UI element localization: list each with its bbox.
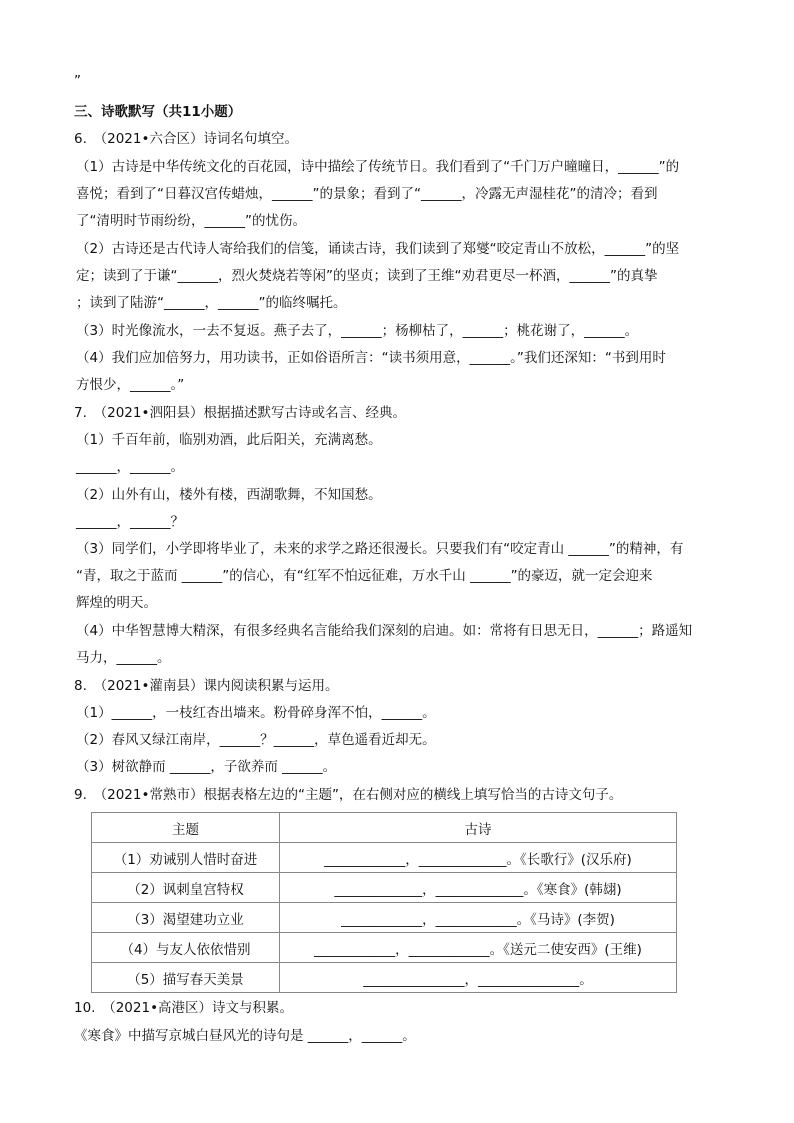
q7-heading: 7. （2021•泗阳县）根据描述默写古诗或名言、经典。 — [74, 405, 406, 421]
q7-line-8: （4）中华智慧博大精深，有很多经典名言能给我们深刻的启迪。如：常将有日思无日，______；路遥知 — [76, 623, 693, 639]
theme-cell: （4）与友人依依惜别 — [92, 933, 280, 963]
q7-line-5: （3）同学们，小学即将毕业了，未来的求学之路还很漫长。只要我们有“咬定青山 ______”的精神，有 — [76, 541, 684, 557]
poem-cell: _______________，_______________。 — [280, 963, 677, 993]
poem-cell: ____________，_____________。《长歌行》(汉乐府) — [280, 843, 677, 873]
table-row — [92, 903, 677, 933]
table-row — [92, 873, 677, 903]
q6-line-7: （3）时光像流水，一去不复返。燕子去了，______；杨柳枯了，______；桃花谢了，______。 — [76, 323, 639, 339]
q10-line-1: 《寒食》中描写京城白昼风光的诗句是 ______，______。 — [74, 1028, 416, 1044]
q8-heading: 8. （2021•灌南县）课内阅读积累与运用。 — [74, 678, 339, 694]
theme-cell: （5）描写春天美景 — [92, 963, 280, 993]
q6-line-8: （4）我们应加倍努力，用功读书，正如俗语所言：“读书须用意，______。”我们还深知：“书到用时 — [76, 350, 666, 366]
q6-line-5: 定；读到了于谦“______，烈火焚烧若等闲”的坚贞；读到了王维“劝君更尽一杯酒，______”的真挚 — [76, 268, 658, 284]
table-row — [92, 963, 677, 993]
section-heading: 三、诗歌默写（共11小题） — [74, 104, 242, 120]
q7-line-3: （2）山外有山，楼外有楼，西湖歌舞，不知国愁。 — [76, 487, 382, 503]
theme-cell: （2）讽刺皇宫特权 — [92, 873, 280, 903]
stray-quote-mark: ” — [74, 73, 81, 89]
q6-line-9: 方恨少，______。” — [76, 377, 185, 393]
q7-line-4: ______，______？ — [76, 514, 184, 530]
poem-column-header: 古诗 — [280, 813, 677, 843]
q7-line-6: “青，取之于蓝而 ______”的信心，有“红军不怕远征难，万水千山 ______”的豪迈，就一定会迎来 — [76, 568, 653, 584]
q8-line-1: （1）______，一枝红杏出墙来。粉骨碎身浑不怕，______。 — [76, 705, 436, 721]
poem-cell: ____________，____________。《马诗》(李贺) — [280, 903, 677, 933]
q6-line-4: （2）古诗还是古代诗人寄给我们的信笺，诵读古诗，我们读到了郑燮“咬定青山不放松，______”的坚 — [76, 241, 680, 257]
theme-column-header: 主题 — [92, 813, 280, 843]
table-row — [92, 933, 677, 963]
q7-line-9: 马力，______。 — [76, 650, 171, 666]
q8-line-3: （3）树欲静而 ______，子欲养而 ______。 — [76, 759, 337, 775]
q7-line-1: （1）千百年前，临别劝酒，此后阳关，充满离愁。 — [76, 432, 382, 448]
q6-line-3: 了“清明时节雨纷纷，______”的忧伤。 — [76, 213, 306, 229]
q7-line-2: ______，______。 — [76, 459, 184, 475]
q9-heading: 9. （2021•常熟市）根据表格左边的“主题”，在右侧对应的横线上填写恰当的古诗文句子。 — [74, 787, 623, 803]
table-header-row — [92, 813, 677, 843]
q6-line-2: 喜悦；看到了“日暮汉宫传蜡烛，______”的景象；看到了“______，冷露无声湿桂花”的清冷；看到 — [76, 186, 658, 202]
q7-line-7: 辉煌的明天。 — [76, 595, 157, 611]
poem-cell: _____________，_____________。《寒食》(韩翃) — [280, 873, 677, 903]
table-row — [92, 843, 677, 873]
theme-cell: （1）劝诫别人惜时奋进 — [92, 843, 280, 873]
q10-heading: 10. （2021•高港区）诗文与积累。 — [74, 1000, 294, 1016]
q6-heading: 6. （2021•六合区）诗词名句填空。 — [74, 131, 298, 147]
theme-cell: （3）渴望建功立业 — [92, 903, 280, 933]
q6-line-1: （1）古诗是中华传统文化的百花园，诗中描绘了传统节日。我们看到了“千门万户曈曈日，______”的 — [76, 159, 680, 175]
theme-poem-table — [91, 812, 677, 993]
poem-cell: ____________，____________。《送元二使安西》(王维) — [280, 933, 677, 963]
q8-line-2: （2）春风又绿江南岸，______？______，草色遥看近却无。 — [76, 732, 436, 748]
q6-line-6: ；读到了陆游“______，______”的临终嘱托。 — [76, 295, 347, 311]
